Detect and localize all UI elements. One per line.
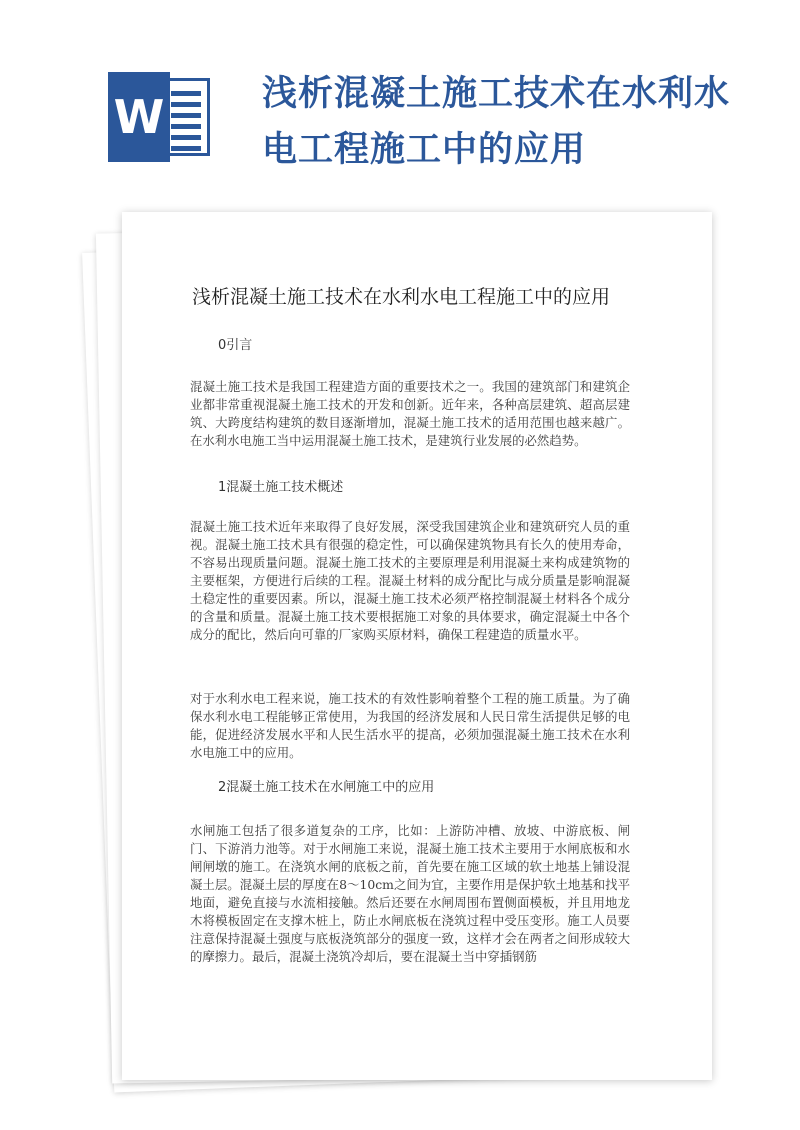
- document-title: 浅析混凝土施工技术在水利水电工程施工中的应用: [192, 286, 611, 308]
- section-heading: 1混凝土施工技术概述: [218, 480, 344, 495]
- word-document-icon: [108, 72, 212, 162]
- paragraph: 混凝土施工技术近年来取得了良好发展，深受我国建筑企业和建筑研究人员的重视。混凝土施工技术具有很强的稳定性，可以确保建筑物具有长久的使用寿命，不容易出现质量问题。混凝土施工技术的主要原理是利用混凝土来构成建筑物的主要框架，方便进行后续的工程。混凝土材料的成分配比与成分质量是影响混凝土稳定性的重要因素。所以，混凝土施工技术必须严格控制混凝土材料各个成分的含量和质量。混凝土施工技术要根据施工对象的具体要求，确定混凝土中各个成分的配比，然后向可靠的厂家购买原材料，确保工程建造的质量水平。: [190, 519, 630, 642]
- word-letter-badge: W: [108, 72, 170, 162]
- section-heading: 0引言: [218, 338, 253, 353]
- paragraph: 对于水利水电工程来说，施工技术的有效性影响着整个工程的施工质量。为了确保水利水电工程能够正常使用，为我国的经济发展和人民日常生活提供足够的电能，促进经济发展水平和人民生活水平的提高，必须加强混凝土施工技术在水利水电施工中的应用。: [190, 691, 630, 760]
- banner-title: 浅析混凝土施工技术在水利水电工程施工中的应用: [262, 74, 731, 170]
- paragraph: 水闸施工包括了很多道复杂的工序，比如：上游防冲槽、放坡、中游底板、闸门、下游消力池等。对于水闸施工来说，混凝土施工技术主要用于水闸底板和水闸闸墩的施工。在浇筑水闸的底板之前，首先要在施工区域的软土地基上铺设混凝土层。混凝土层的厚度在8～10cm之间为宜，主要作用是保护软土地基和找平地面，避免直接与水流相接触。然后还要在水闸周围布置侧面模板，并且用地龙木将模板固定在支撑木桩上，防止水闸底板在浇筑过程中受压变形。施工人员要注意保持混凝土强度与底板浇筑部分的强度一致，这样才会在两者之间形成较大的摩擦力。最后，混凝土浇筑冷却后，要在混凝土当中穿插钢筋: [190, 823, 630, 964]
- paragraph: 混凝土施工技术是我国工程建造方面的重要技术之一。我国的建筑部门和建筑企业都非常重视混凝土施工技术的开发和创新。近年来，各种高层建筑、超高层建筑、大跨度结构建筑的数目逐渐增加，混凝土施工技术的适用范围也越来越广。在水利水电施工当中运用混凝土施工技术，是建筑行业发展的必然趋势。: [190, 379, 630, 448]
- document-page: [122, 212, 712, 1080]
- section-heading: 2混凝土施工技术在水闸施工中的应用: [218, 780, 435, 795]
